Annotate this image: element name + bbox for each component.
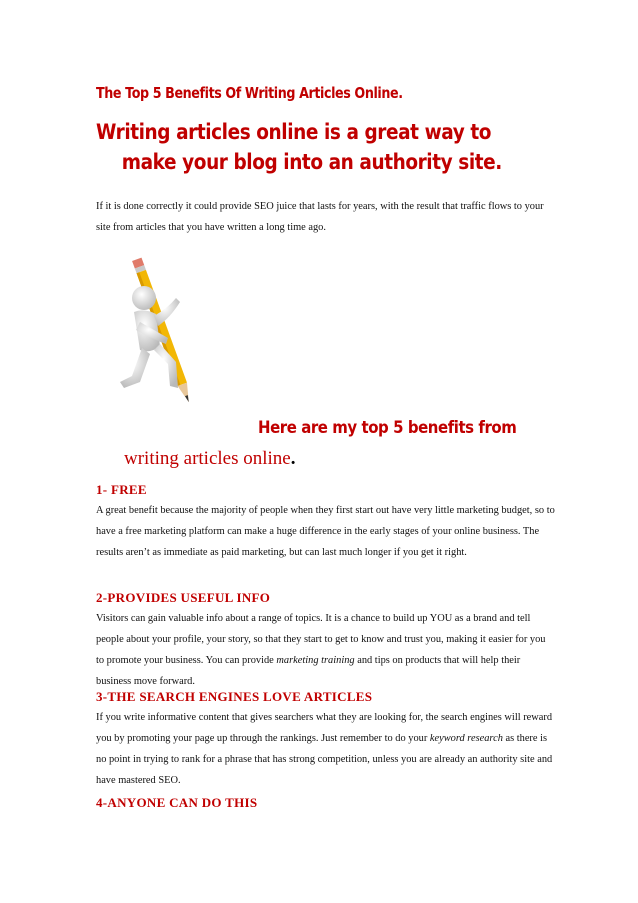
section-text	[96, 707, 556, 791]
subheading-line-2	[124, 448, 295, 470]
section-heading: 2-PROVIDES USEFUL INFO	[96, 590, 271, 605]
section-1	[96, 482, 556, 563]
section-heading: 4-ANYONE CAN DO THIS	[96, 795, 258, 810]
section-text-after: and tips on products that will help their business move forward.	[96, 655, 521, 687]
section-text-before: Visitors can gain valuable info about a range of topics. It is a chance to build up YOU as a brand and tell people about your profile, your story, so that they start to get to know and trust you, making it easier for you to promote your business. You can provide	[96, 613, 546, 666]
section-text-after: as there is no point in trying to rank for a phrase that has strong competition, unless you are already an authority site and have mastered SEO.	[96, 733, 553, 786]
section-text-before: If you write informative content that gives searchers what they are looking for, the search engines will reward you by promoting your page up through the rankings. Just remember to do your	[96, 712, 553, 744]
subheading-line-1: Here are my top 5 benefits from	[258, 418, 517, 438]
headline	[96, 118, 502, 178]
section-heading: 1- FREE	[96, 482, 147, 497]
headline-line-2: make your blog into an authority site.	[121, 150, 502, 175]
section-text: A great benefit because the majority of people when they first start out have very little marketing budget, so to have a free marketing platform can make a huge difference in the early stages of your online business. The results aren’t as immediate as paid marketing, but can last much longer if you get it right.	[96, 505, 555, 558]
headline-line-1: Writing articles online is a great way to	[96, 120, 492, 145]
subheading-period: .	[290, 448, 296, 469]
section-text	[96, 608, 556, 692]
page-title: The Top 5 Benefits Of Writing Articles Online.	[96, 84, 403, 102]
section-heading: 3-THE SEARCH ENGINES LOVE ARTICLES	[96, 689, 373, 704]
marketing-training-link[interactable]: marketing training	[276, 655, 355, 666]
subheading-line-2-text: writing articles online	[124, 448, 291, 469]
section-3	[96, 689, 556, 791]
intro-paragraph: If it is done correctly it could provide SEO juice that lasts for years, with the result that traffic flows to your site from articles that you have written a long time ago.	[96, 201, 544, 233]
section-4	[96, 795, 556, 811]
keyword-research-link[interactable]: keyword research	[429, 733, 503, 744]
pencil-figure-illustration	[110, 246, 220, 416]
section-2	[96, 590, 556, 692]
